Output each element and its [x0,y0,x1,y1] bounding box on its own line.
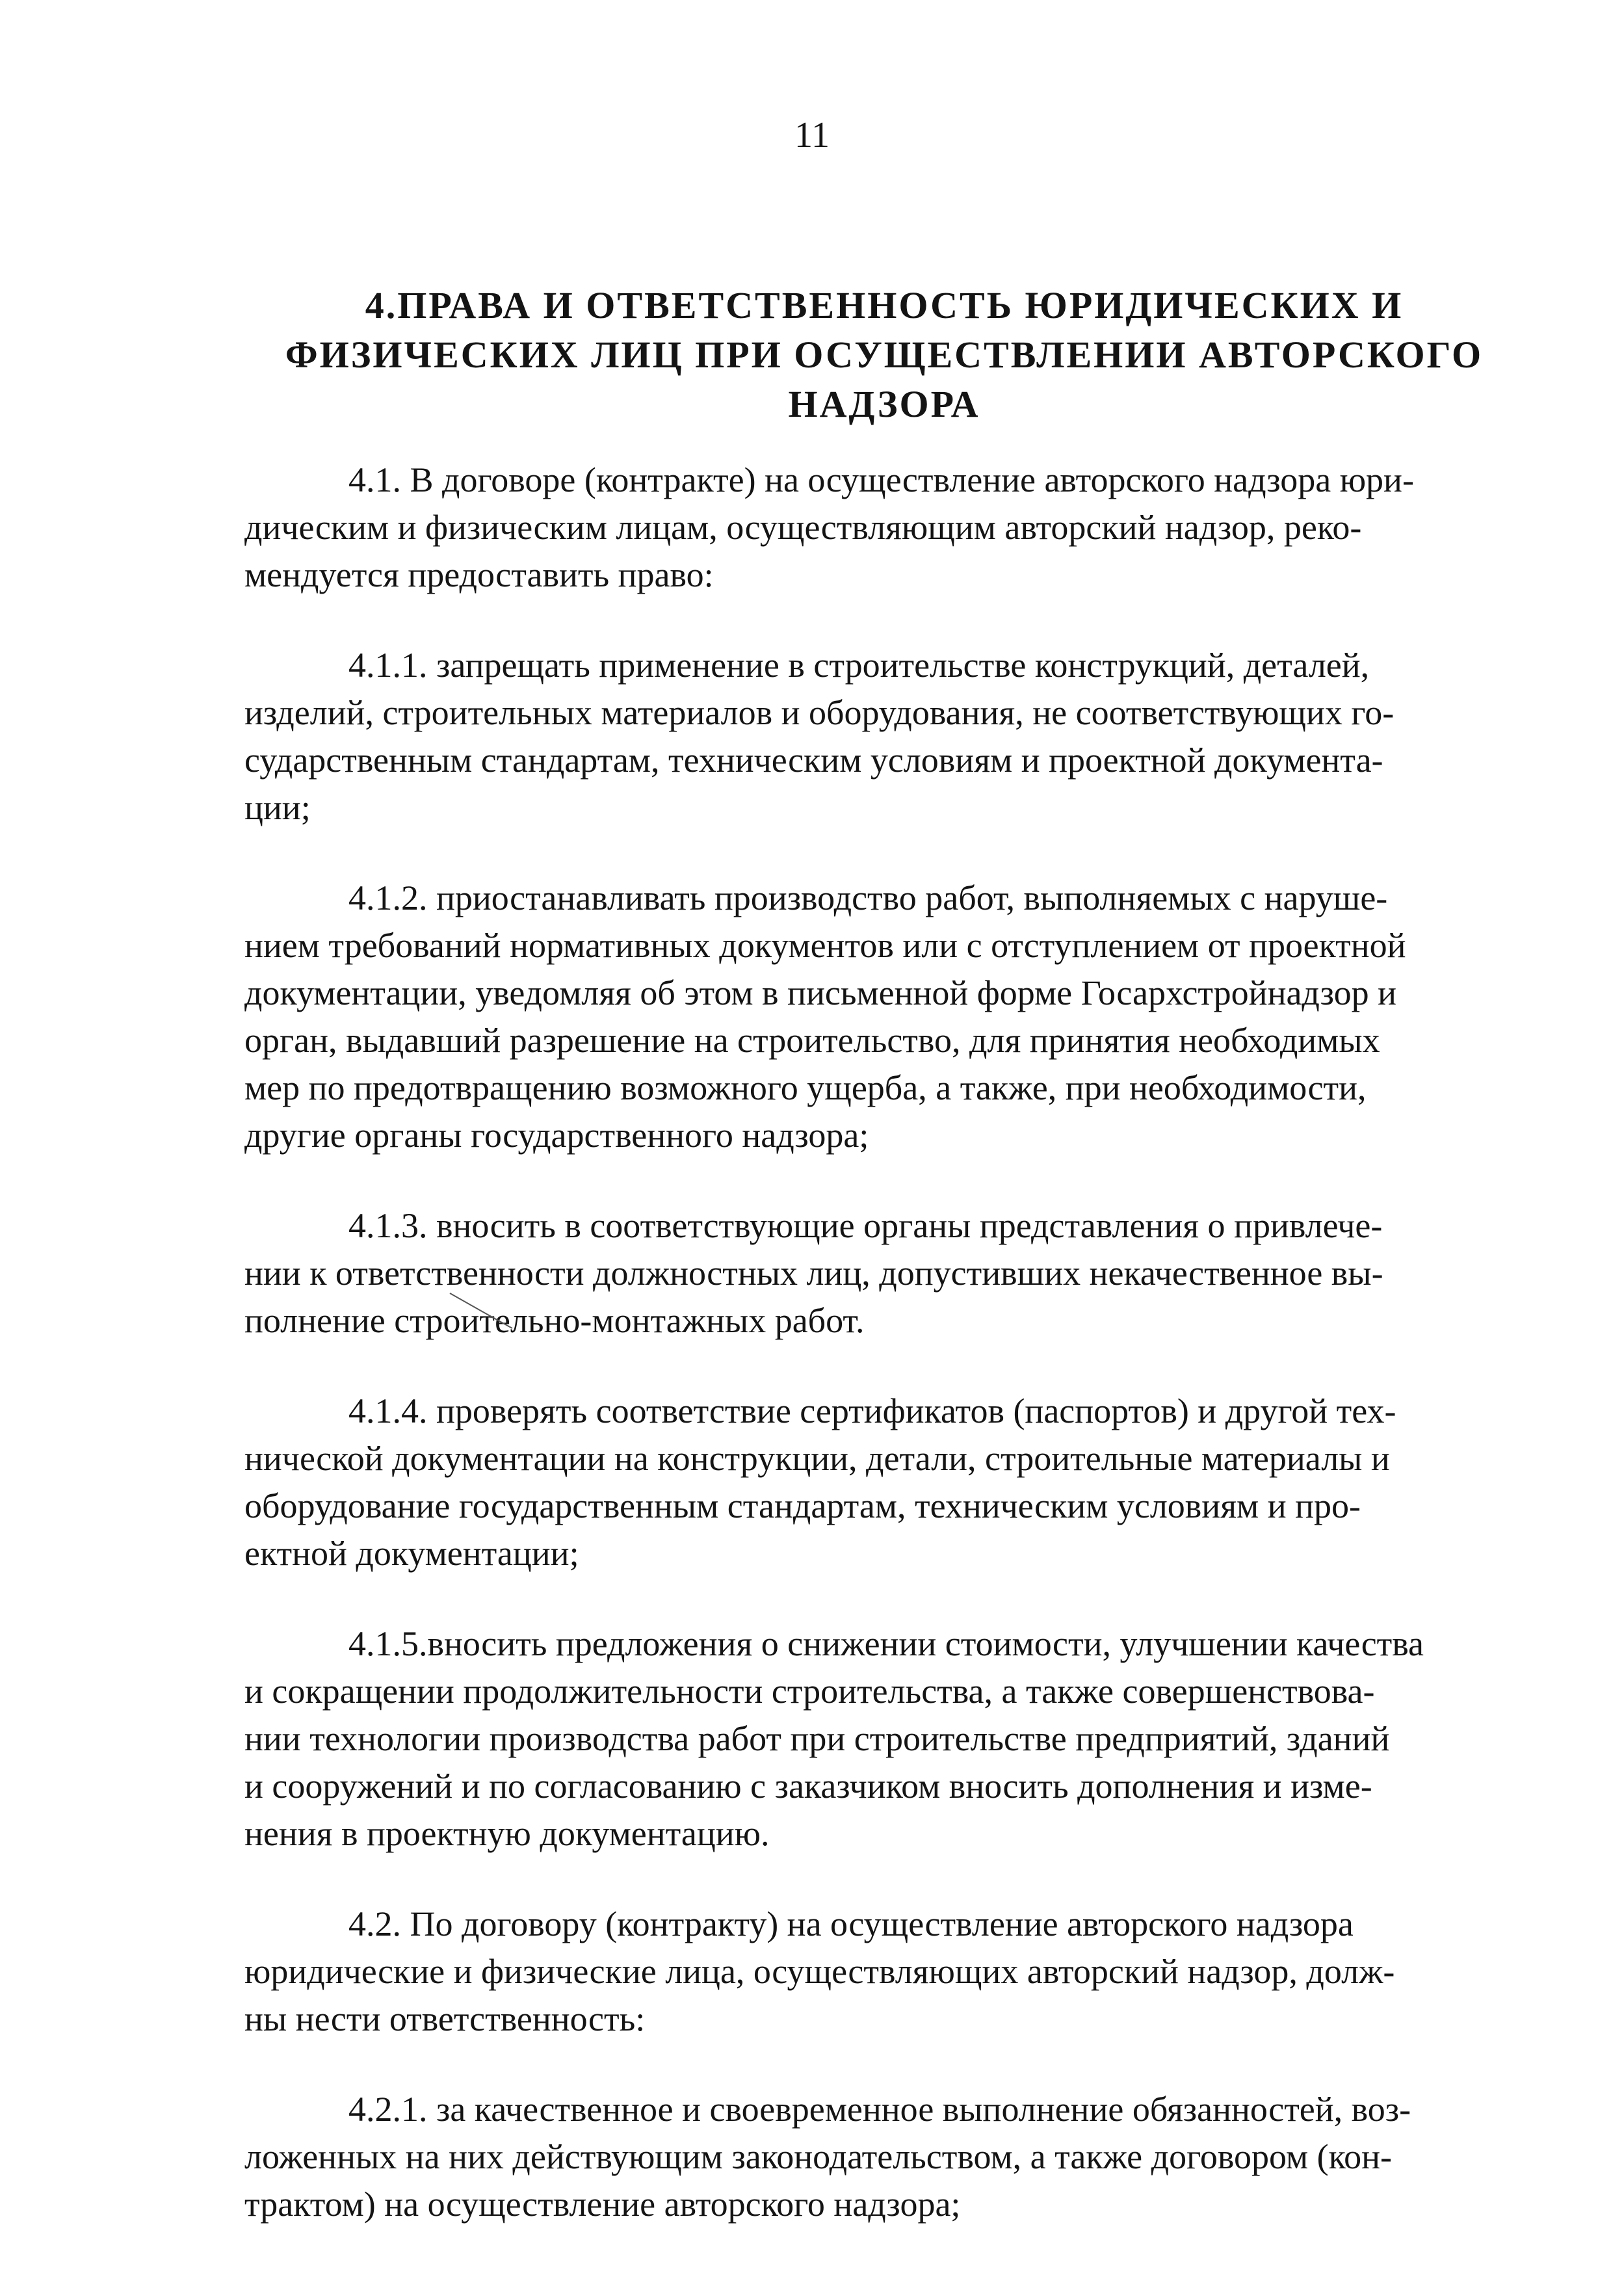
section-title [247,281,1521,429]
section-title-line-3: НАДЗОРА [788,383,980,425]
text-line: нения в проектную документацию. [244,1814,770,1853]
text-line: 4.1.4. проверять соответствие сертификатов (паспортов) и другой тех- [348,1391,1396,1430]
text-line: 4.2. По договору (контракту) на осуществление авторского надзора [348,1904,1354,1943]
text-line: мер по предотвращению возможного ущерба, а также, при необходимости, [244,1068,1367,1107]
text-line: оборудование государственным стандартам, техническим условиям и про- [244,1486,1361,1525]
text-line: мендуется предоставить право: [244,555,714,594]
text-line: орган, выдавший разрешение на строительство, для принятия необходимых [244,1021,1380,1060]
text-line: нии технологии производства работ при строительстве предприятий, зданий [244,1719,1390,1758]
paragraph-4-2 [244,1900,1493,2043]
text-line: нии к ответственности должностных лиц, допустивших некачественное вы- [244,1254,1383,1293]
text-line: 4.1.2. приостанавливать производство работ, выполняемых с наруше- [348,878,1388,917]
paragraph-4-2-1 [244,2086,1493,2228]
text-line: другие органы государственного надзора; [244,1116,869,1155]
text-line: ектной документации; [244,1534,579,1573]
text-line: нием требований нормативных документов или с отступлением от проектной [244,926,1406,965]
text-line: трактом) на осуществление авторского надзора; [244,2185,961,2224]
text-line: ложенных на них действующим законодательством, а также договором (кон- [244,2137,1393,2176]
page-number: 11 [794,115,830,155]
text-line: 4.1.3. вносить в соответствующие органы представления о привлече- [348,1206,1383,1245]
paragraph-4-1-5 [244,1620,1493,1858]
text-line: 4.1.1. запрещать применение в строительстве конструкций, деталей, [348,646,1370,685]
text-line: нической документации на конструкции, детали, строительные материалы и [244,1439,1390,1478]
text-line: юридические и физические лица, осуществляющих авторский надзор, долж- [244,1952,1395,1991]
text-line: и сооружений и по согласованию с заказчиком вносить дополнения и изме- [244,1767,1372,1806]
text-line: ции; [244,788,311,827]
body-text [244,456,1493,2271]
section-title-line-2: ФИЗИЧЕСКИХ ЛИЦ ПРИ ОСУЩЕСТВЛЕНИИ АВТОРСКОГО [285,334,1484,376]
paragraph-4-1 [244,456,1493,599]
text-line: изделий, строительных материалов и оборудования, не соответствующих го- [244,693,1395,732]
paragraph-4-1-2 [244,874,1493,1159]
text-line: ны нести ответственность: [244,1999,646,2038]
paragraph-4-1-3 [244,1202,1493,1345]
text-line: и сокращении продолжительности строительства, а также совершенствова- [244,1672,1375,1711]
section-title-line-1: 4.ПРАВА И ОТВЕТСТВЕННОСТЬ ЮРИДИЧЕСКИХ И [365,284,1404,326]
text-line: документации, уведомляя об этом в письменной форме Госархстройнадзор и [244,973,1396,1012]
paragraph-4-1-1 [244,642,1493,832]
text-line: 4.1. В договоре (контракте) на осуществление авторского надзора юри- [348,460,1414,499]
pen-stroke-mark [449,1291,514,1330]
text-line: 4.1.5.вносить предложения о снижении стоимости, улучшении качества [348,1624,1424,1663]
paragraph-4-1-4 [244,1387,1493,1577]
text-line: полнение строительно-монтажных работ. [244,1301,865,1340]
text-line: 4.2.1. за качественное и своевременное выполнение обязанностей, воз- [348,2090,1411,2129]
text-line: сударственным стандартам, техническим условиям и проектной документа- [244,741,1383,780]
text-line: дическим и физическим лицам, осуществляющим авторский надзор, реко- [244,508,1362,547]
